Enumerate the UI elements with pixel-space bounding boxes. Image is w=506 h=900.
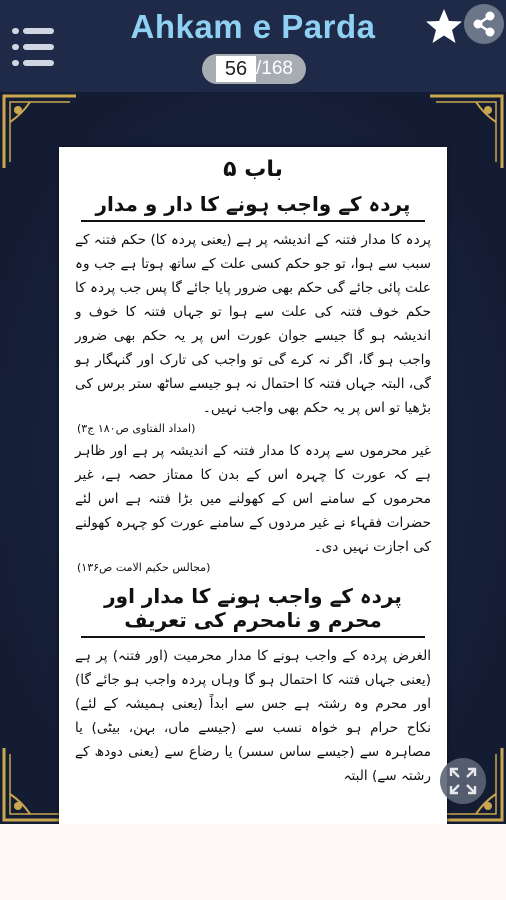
citation: (امداد الفتاوی ص۱۸۰ ج۳): [77, 422, 196, 435]
fullscreen-icon: [448, 766, 478, 796]
total-pages: 168: [261, 58, 293, 79]
paragraph: غیر محرموں سے پردہ کا مدار فتنہ کے اندیشہ پر ہے اور ظاہر ہے کہ عورت کا چہرہ اس کے بدن کا ممتاز حصہ ہے، غیر محرموں کے سامنے اس کے کھولنے میں بڑا فتنہ ہے اس لئے حضرات فقہاء نے غیر مردوں کے سامنے عورت کو چہرہ کھولنے کی اجازت نہیں دی۔: [75, 443, 431, 555]
page-separator: /: [256, 58, 262, 79]
page-number-input[interactable]: 56: [216, 56, 256, 82]
citation: (مجالس حکیم الامت ص۱۳۶): [77, 561, 211, 574]
section-heading: پردہ کے واجب ہونے کا دار و مدار: [81, 192, 425, 222]
page-counter: [202, 54, 306, 84]
share-button[interactable]: [464, 4, 504, 44]
fullscreen-button[interactable]: [440, 758, 486, 804]
section-heading: پردہ کے واجب ہونے کا مدار اور محرم و نامحرم کی تعریف: [81, 584, 425, 638]
star-icon: [424, 6, 464, 46]
app-title: Ahkam e Parda: [130, 8, 376, 45]
footer-area: [0, 824, 506, 900]
book-page[interactable]: [59, 147, 447, 824]
share-icon: [469, 9, 499, 39]
paragraph: پردہ کا مدار فتنہ کے اندیشہ پر ہے (یعنی پردہ کا) حکم فتنہ کے سبب سے ہوا، تو جو حکم کسی علت کے ساتھ ہوتا ہے جب وہ علت پائی جائے گی حکم بھی ضرور پایا جائے گا پس جب پردہ کا حکم خوف فتنہ کی علت سے ہوا تو جہاں فتنہ کا خوف و اندیشہ ہو گا جیسے جوان عورت اس پر یہ حکم بھی ضرور واجب ہو گا، اگر نہ کرے گی تو واجب کی تارک اور گنہگار ہو گی، البتہ جہاں فتنہ کا احتمال نہ ہو جیسے ساٹھ ستر برس کی بڑھیا تو اس پر یہ حکم بھی واجب نہیں۔: [75, 232, 431, 416]
bookmark-button[interactable]: [424, 6, 464, 46]
app-header: [0, 0, 506, 92]
chapter-title: باب ۵: [223, 157, 283, 182]
reader-stage[interactable]: [0, 92, 506, 824]
paragraph: الغرض پردہ کے واجب ہونے کا مدار محرمیت (اور فتنہ) پر ہے (یعنی جہاں فتنہ کا احتمال ہو گا وہاں پردہ واجب ہو جائے گا) اور محرم وہ رشتہ ہے جس سے ابداً (یعنی ہمیشہ کے لئے) نکاح حرام ہو خواہ نسب سے (جیسے ماں، بہن، بیٹی) یا مصاہرہ سے (جیسے ساس سسر) یا رضاع سے (یعنی دودھ کے رشتہ سے) البتہ: [75, 648, 431, 784]
